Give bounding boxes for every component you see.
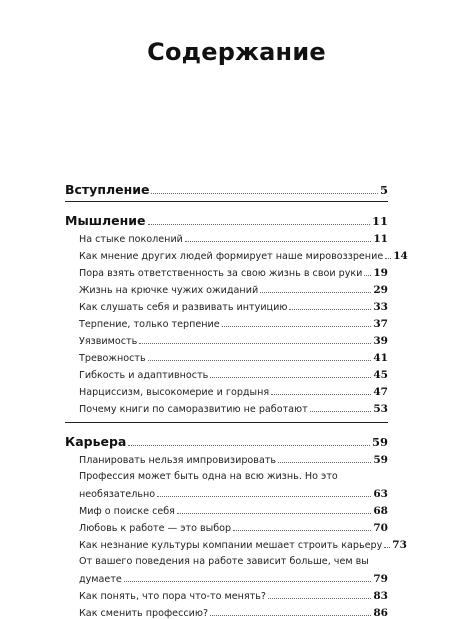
- leader-dots: [233, 530, 371, 531]
- toc-item-label: На стыке поколений: [79, 234, 183, 245]
- toc-item-label: необязательно: [79, 489, 156, 500]
- toc-page-number: 14: [393, 250, 408, 262]
- leader-dots: [148, 360, 372, 361]
- leader-dots: [157, 496, 371, 497]
- toc-item[interactable]: [65, 250, 408, 262]
- leader-dots: [210, 377, 371, 378]
- toc-page-number: 33: [373, 301, 388, 313]
- leader-dots: [271, 394, 371, 395]
- toc-item[interactable]: [65, 284, 388, 296]
- toc-section-label: Мышление: [65, 213, 146, 228]
- toc-section-career[interactable]: [65, 434, 388, 449]
- leader-dots: [222, 326, 372, 327]
- leader-dots: [385, 258, 391, 259]
- toc-page-number: 41: [373, 352, 388, 364]
- toc-item[interactable]: [65, 573, 388, 585]
- toc-item[interactable]: [65, 335, 388, 347]
- toc-item-label: Гибкость и адаптивность: [79, 370, 209, 381]
- toc-page-number: 63: [373, 488, 388, 500]
- toc-item[interactable]: [65, 352, 388, 364]
- toc-item[interactable]: [65, 607, 388, 619]
- page-title: Содержание: [147, 38, 326, 66]
- toc-item-label: Пора взять ответственность за свою жизнь в свои руки: [79, 268, 363, 279]
- toc-section-label: Вступление: [65, 182, 150, 197]
- toc-item-label: Любовь к работе — это выбор: [79, 523, 232, 534]
- toc-item[interactable]: [65, 539, 407, 551]
- toc-item-label: Как понять, что пора что-то менять?: [79, 591, 267, 602]
- section-divider: [65, 201, 388, 202]
- leader-dots: [260, 292, 371, 293]
- toc-item-label: Почему книги по саморазвитию не работают: [79, 404, 308, 415]
- toc-item[interactable]: [65, 454, 388, 466]
- toc-item[interactable]: [65, 522, 388, 534]
- toc-page-number: 37: [373, 318, 388, 330]
- toc-item-label: Нарциссизм, высокомерие и гордыня: [79, 387, 270, 398]
- toc-page-number: 83: [373, 590, 388, 602]
- toc-page-number: 79: [373, 573, 388, 585]
- leader-dots: [185, 241, 371, 242]
- toc-page-number: 47: [373, 386, 388, 398]
- toc-item[interactable]: [65, 505, 388, 517]
- leader-dots: [289, 309, 371, 310]
- toc-item[interactable]: [65, 590, 388, 602]
- toc-item[interactable]: [65, 233, 388, 245]
- leader-dots: [384, 547, 390, 548]
- toc-page-number: 73: [392, 539, 407, 551]
- leader-dots: [148, 224, 370, 225]
- toc-item-label: Как слушать себя и развивать интуицию: [79, 302, 288, 313]
- toc-item-label: Как незнание культуры компании мешает строить карьеру: [79, 540, 383, 551]
- toc-item-label: Как сменить профессию?: [79, 608, 209, 619]
- leader-dots: [268, 598, 371, 599]
- toc-section-label: Карьера: [65, 434, 127, 449]
- toc-page-number: 19: [373, 267, 388, 279]
- toc-page-number: 5: [379, 183, 388, 197]
- toc-item-first-line: Профессия может быть одна на всю жизнь. Но это: [79, 471, 338, 482]
- toc-item[interactable]: [65, 369, 388, 381]
- toc-item[interactable]: [65, 403, 388, 415]
- toc-page-number: 70: [373, 522, 388, 534]
- toc-item[interactable]: [65, 488, 388, 500]
- section-divider: [65, 422, 388, 423]
- leader-dots: [124, 581, 372, 582]
- leader-dots: [310, 411, 372, 412]
- leader-dots: [177, 513, 371, 514]
- toc-page-number: 39: [373, 335, 388, 347]
- toc-item-label: Уязвимость: [79, 336, 138, 347]
- toc-page-number: 68: [373, 505, 388, 517]
- toc-item-label: Планировать нельзя импровизировать: [79, 455, 277, 466]
- toc-item-label: Как мнение других людей формирует наше мировоззрение: [79, 251, 384, 262]
- leader-dots: [278, 462, 371, 463]
- toc-item[interactable]: [65, 267, 388, 279]
- toc-page-number: 45: [373, 369, 388, 381]
- leader-dots: [364, 275, 371, 276]
- toc-item-label: думаете: [79, 574, 122, 585]
- toc-section-thinking[interactable]: [65, 213, 388, 228]
- toc-page-number: 53: [373, 403, 388, 415]
- toc-item[interactable]: [65, 318, 388, 330]
- toc-section-intro[interactable]: [65, 182, 388, 197]
- toc-item-label: Тревожность: [79, 353, 146, 364]
- toc-page-number: 11: [373, 233, 388, 245]
- toc-item-label: Миф о поиске себя: [79, 506, 175, 517]
- toc-item-label: Терпение, только терпение: [79, 319, 220, 330]
- toc-page-number: 29: [373, 284, 388, 296]
- toc-item-label: Жизнь на крючке чужих ожиданий: [79, 285, 259, 296]
- toc-item[interactable]: [65, 386, 388, 398]
- toc-page-number: 59: [371, 435, 388, 449]
- leader-dots: [128, 445, 370, 446]
- toc-item-first-line: От вашего поведения на работе зависит больше, чем вы: [79, 556, 369, 567]
- leader-dots: [139, 343, 371, 344]
- toc-page-number: 59: [373, 454, 388, 466]
- toc-item[interactable]: [65, 301, 388, 313]
- toc-page-number: 11: [371, 214, 388, 228]
- leader-dots: [151, 193, 378, 194]
- toc-page-number: 86: [373, 607, 388, 619]
